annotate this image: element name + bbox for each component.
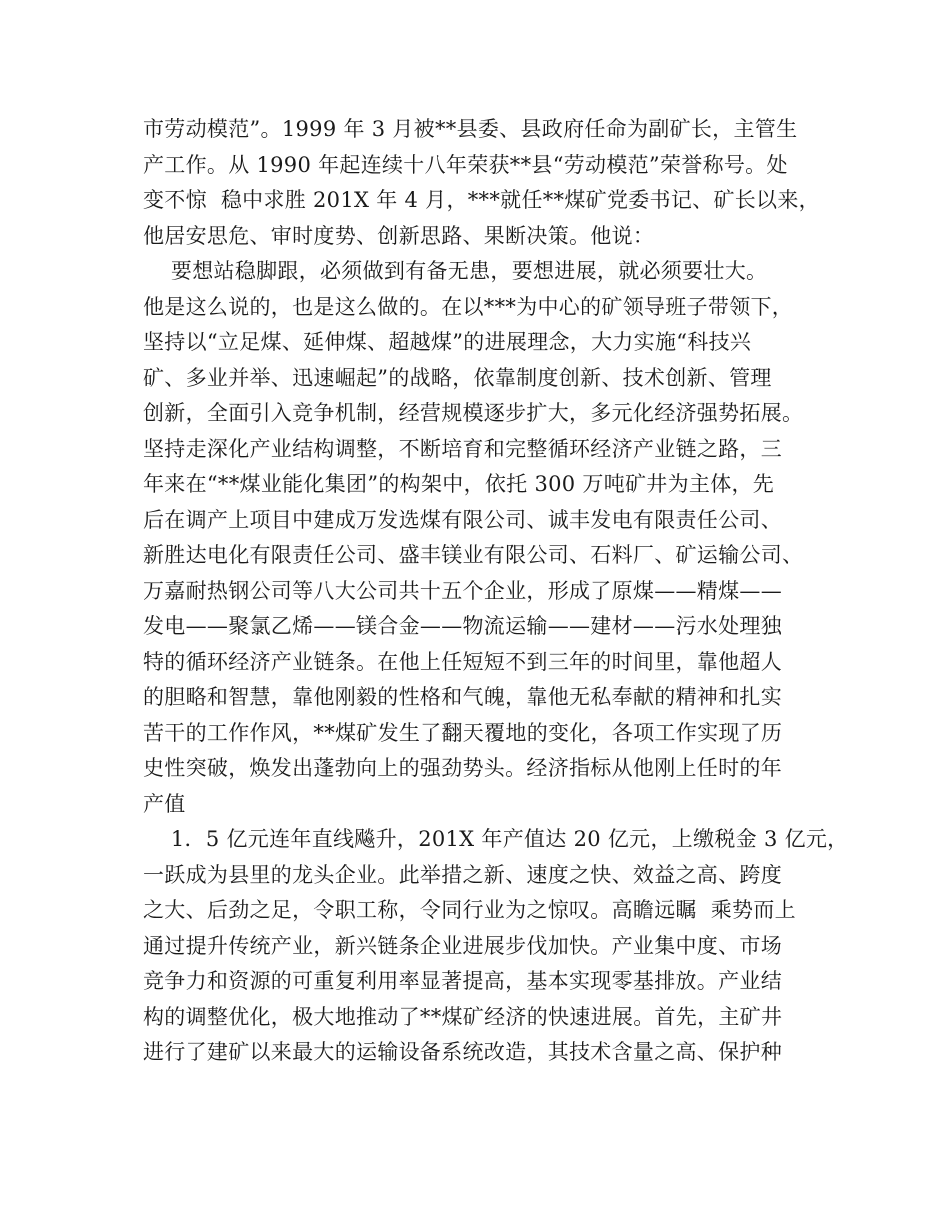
text-line: 后在调产上项目中建成万发选煤有限公司、诚丰发电有限责任公司、 — [143, 507, 782, 532]
text-line: 坚持走深化产业结构调整，不断培育和完整循环经济产业链之路，三 — [143, 436, 782, 461]
text-line: 产工作。从 1990 年起连续十八年荣获**县“劳动模范”荣誉称号。处 — [143, 152, 788, 177]
text-line: 史性突破，焕发出蓬勃向上的强劲势头。经济指标从他刚上任时的年 — [143, 756, 782, 780]
text-line: 创新，全面引入竞争机制，经营规模逐步扩大，多元化经济强势拓展。 — [143, 401, 804, 425]
text-line: 发电——聚氯乙烯——镁合金——物流运输——建材——污水处理独 — [143, 614, 782, 638]
text-line: 他居安思危、审时度势、创新思路、果断决策。他说： — [143, 223, 655, 248]
text-line: 竞争力和资源的可重复利用率显著提高，基本实现零基排放。产业结 — [143, 969, 782, 993]
text-line: 之大、后劲之足，令职工称，令同行业为之惊叹。高瞻远瞩 乘势而上 — [143, 898, 796, 922]
text-line: 矿、多业并举、迅速崛起”的战略，依靠制度创新、技术创新、管理 — [143, 365, 772, 390]
text-line: 年来在“**煤业能化集团”的构架中，依托 300 万吨矿井为主体，先 — [143, 472, 775, 496]
text-line: 万嘉耐热钢公司等八大公司共十五个企业，形成了原煤——精煤—— — [143, 578, 782, 603]
text-line: 产值 — [143, 791, 186, 816]
text-line: 一跃成为县里的龙头企业。此举措之新、速度之快、效益之高、跨度 — [143, 862, 782, 887]
text-line: 特的循环经济产业链条。在他上任短短不到三年的时间里，靠他超人 — [143, 649, 782, 674]
text-line: 他是这么说的，也是这么做的。在以***为中心的矿领导班子带领下， — [143, 294, 794, 319]
text-line: 坚持以“立足煤、延伸煤、超越煤”的进展理念，大力实施“科技兴 — [143, 330, 752, 354]
text-line: 进行了建矿以来最大的运输设备系统改造，其技术含量之高、保护种 — [143, 1040, 782, 1064]
text-line: 构的调整优化，极大地推动了**煤矿经济的快速进展。首先，主矿井 — [143, 1004, 783, 1029]
text-line: 1．5 亿元连年直线飚升，201X 年产值达 20 亿元，上缴税金 3 亿元， — [143, 827, 849, 851]
text-line: 苦干的工作作风，**煤矿发生了翻天覆地的变化，各项工作实现了历 — [143, 720, 783, 745]
text-line: 的胆略和智慧，靠他刚毅的性格和气魄，靠他无私奉献的精神和扎实 — [143, 685, 782, 709]
text-line: 通过提升传统产业，新兴链条企业进展步伐加快。产业集中度、市场 — [143, 933, 782, 958]
body-text — [143, 112, 849, 1071]
text-line: 市劳动模范”。1999 年 3 月被**县委、县政府任命为副矿长，主管生 — [143, 117, 798, 141]
text-line: 变不惊 稳中求胜 201X 年 4 月，***就任**煤矿党委书记、矿长以来， — [143, 188, 820, 212]
text-line: 新胜达电化有限责任公司、盛丰镁业有限公司、石料厂、矿运输公司、 — [143, 543, 804, 567]
text-line: 要想站稳脚跟，必须做到有备无患，要想进展，就必须要壮大。 — [143, 259, 768, 283]
